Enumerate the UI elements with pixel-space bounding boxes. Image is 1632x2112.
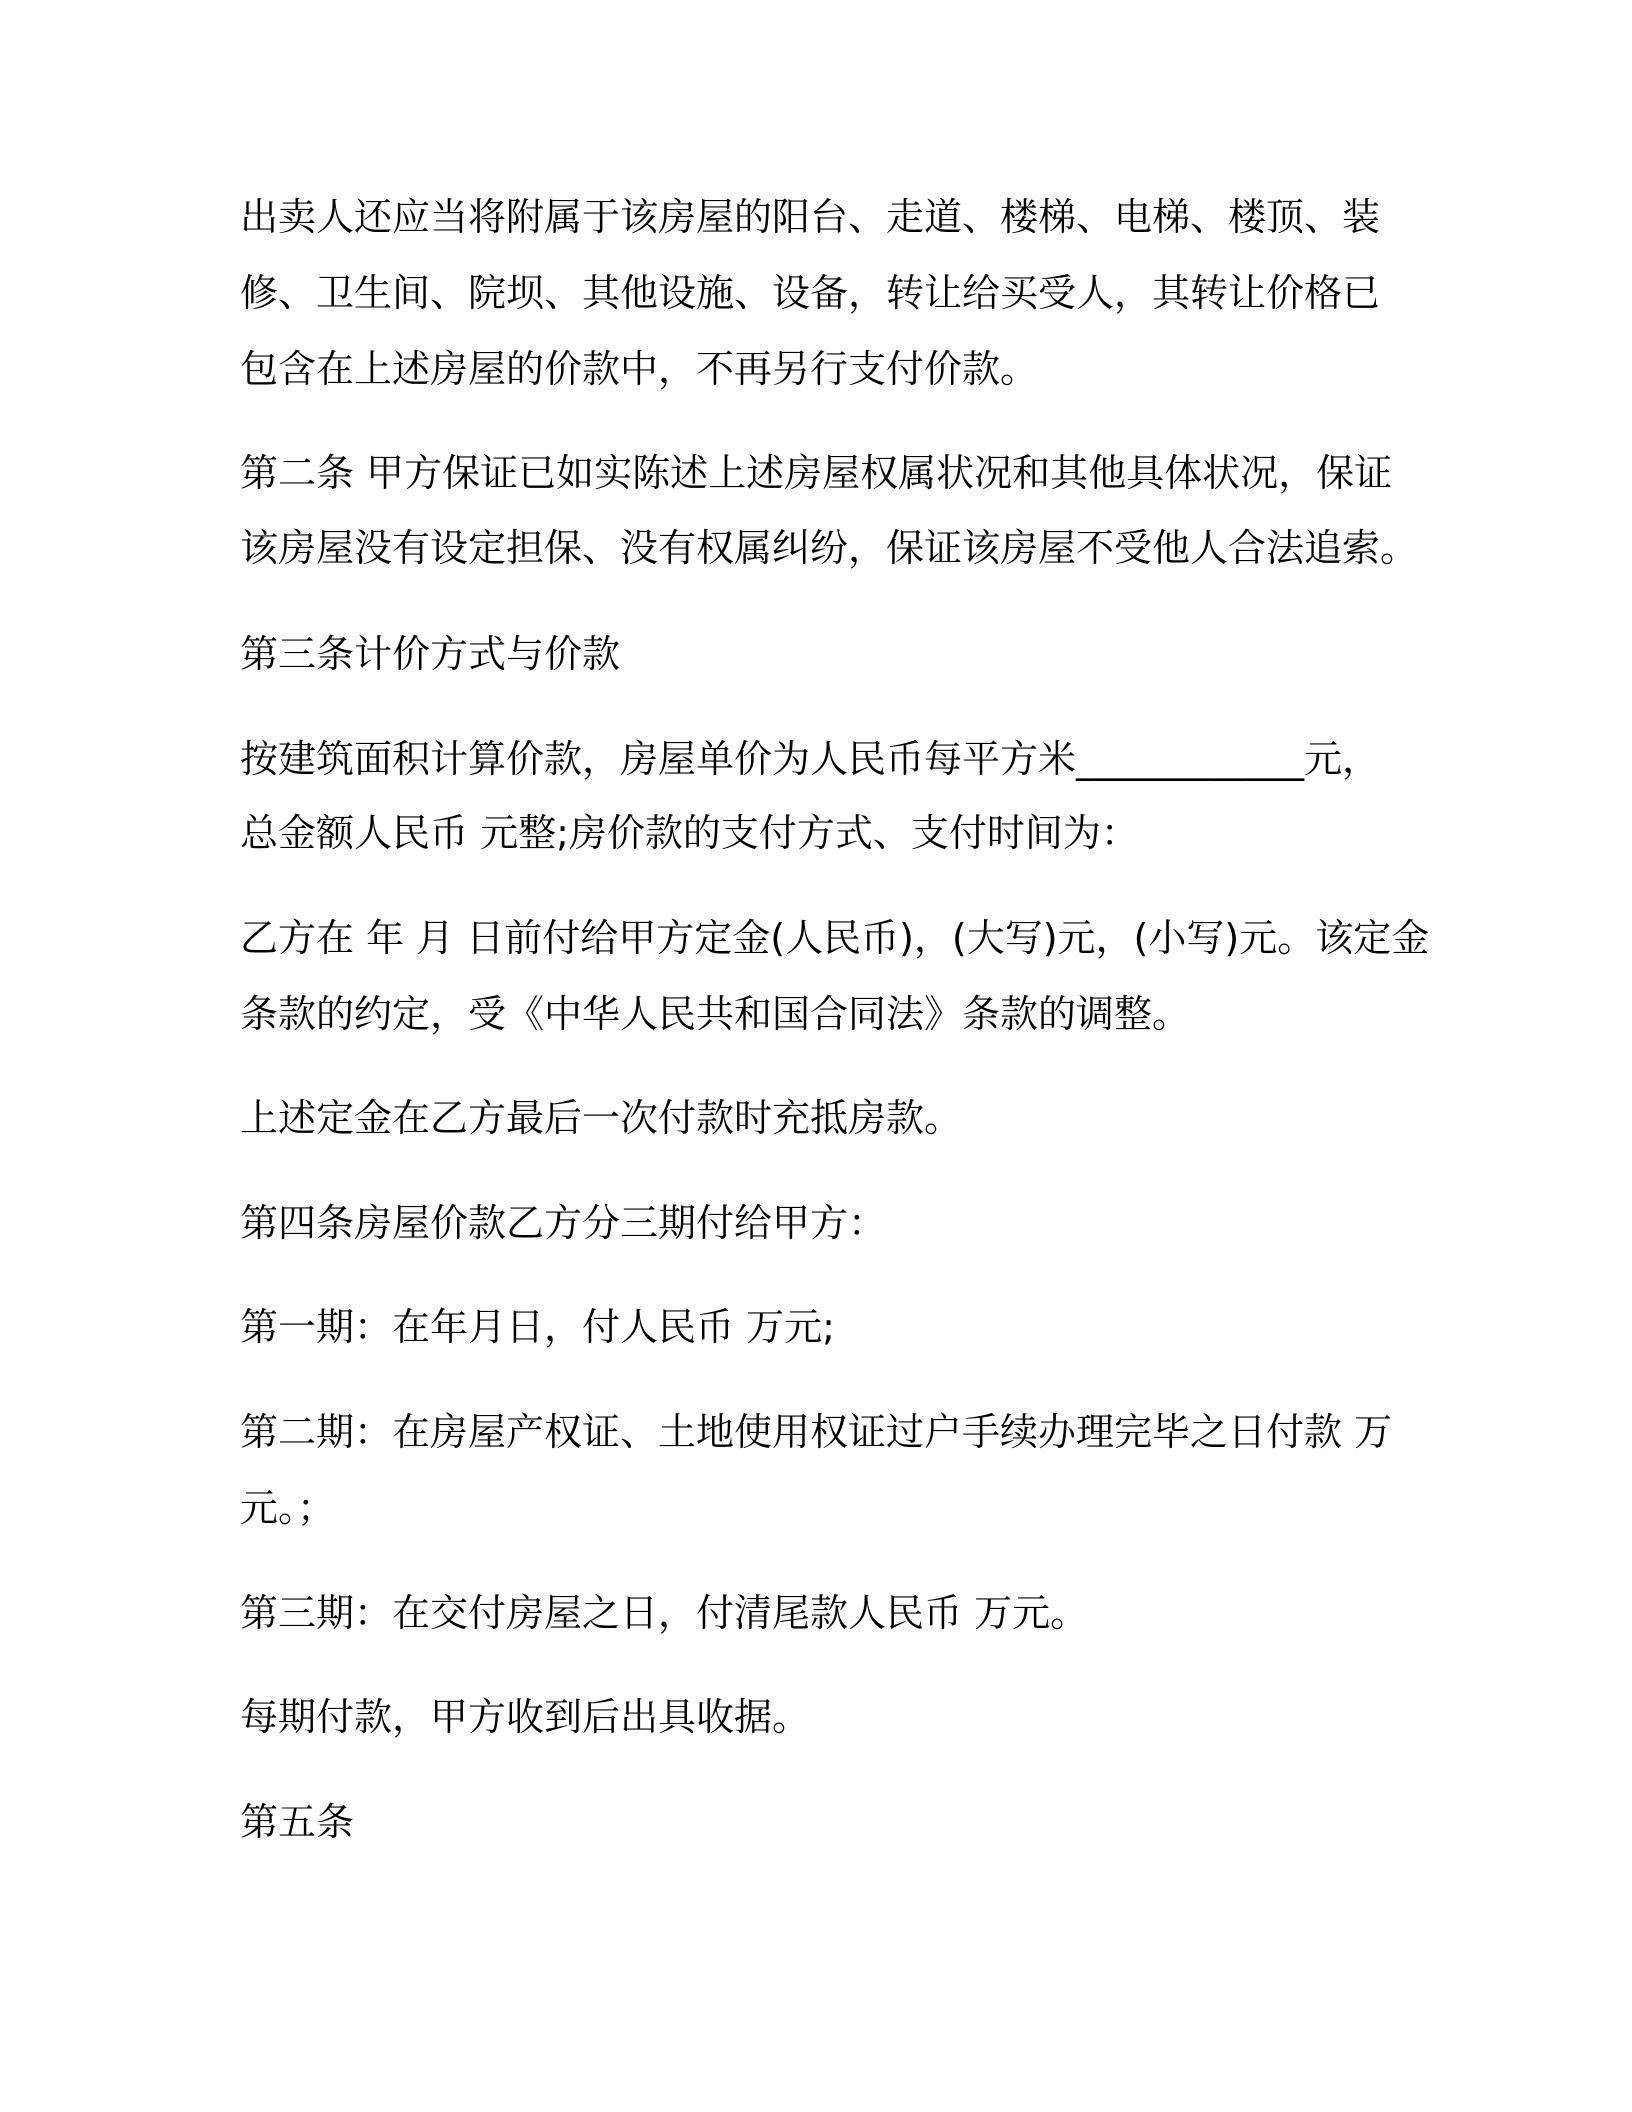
text-line: 第三期：在交付房屋之日，付清尾款人民币 万元。 [240,1591,1089,1635]
text-line: 上述定金在乙方最后一次付款时充抵房款。 [240,1096,963,1140]
text-line: 第二期：在房屋产权证、土地使用权证过户手续办理完毕之日付款 万 [240,1410,1393,1454]
section-heading: 第五条 [240,1800,355,1844]
text-line: 按建筑面积计算价款，房屋单价为人民币每平方米____________元， [240,737,1381,781]
text-line: 包含在上述房屋的价款中，不再另行支付价款。 [240,347,1039,391]
text-line: 每期付款，甲方收到后出具收据。 [240,1695,811,1739]
text-line: 第二条 甲方保证已如实陈述上述房屋权属状况和其他具体状况，保证 [240,451,1393,495]
text-line: 条款的约定，受《中华人民共和国合同法》条款的调整。 [240,992,1191,1036]
text-line: 第一期：在年月日，付人民币 万元; [240,1305,835,1349]
text-line: 出卖人还应当将附属于该房屋的阳台、走道、楼梯、电梯、楼顶、装 [240,195,1381,239]
text-line: 乙方在 年 月 日前付给甲方定金(人民币)，(大写)元，(小写)元。该定金 [240,916,1430,960]
section-heading: 第三条计价方式与价款 [240,632,621,676]
text-line: 该房屋没有设定担保、没有权属纠纷，保证该房屋不受他人合法追索。 [240,526,1419,570]
text-line: 总金额人民币 元整;房价款的支付方式、支付时间为： [240,811,1139,855]
section-heading: 第四条房屋价款乙方分三期付给甲方： [240,1201,887,1245]
text-line: 元。； [240,1486,336,1530]
text-line: 修、卫生间、院坝、其他设施、设备，转让给买受人，其转让价格已 [240,271,1381,315]
